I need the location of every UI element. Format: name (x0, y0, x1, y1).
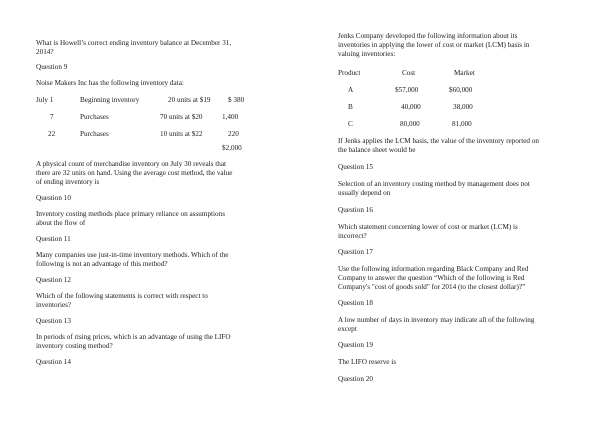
q17-text: Company to answer the question “Which of the following is Red (338, 274, 525, 282)
lcm-product: A (348, 86, 354, 94)
q13-text: In periods of rising prices, which is an advantage of using the LIFO (36, 333, 231, 341)
inventory-desc: Purchases (80, 130, 109, 138)
inventory-desc: Purchases (80, 113, 109, 121)
q16-text: Which statement concerning lower of cost or market (LCM) is (338, 223, 518, 231)
question-20-label: Question 20 (338, 375, 373, 383)
question-15-label: Question 15 (338, 163, 373, 171)
q11-text: following is not an advantage of this method? (36, 260, 168, 268)
column-header-cost: Cost (402, 69, 416, 77)
question-19-label: Question 19 (338, 341, 373, 349)
q9-intro: Noise Makers Inc has the following inventory data: (36, 79, 184, 87)
q8-text: What is Howell’s correct ending inventory balance at December 31, (36, 39, 232, 47)
q11-text: Many companies use just-in-time inventory methods. Which of the (36, 251, 229, 259)
question-17-label: Question 17 (338, 248, 373, 256)
column-header-product: Product (338, 69, 361, 77)
column-header-market: Market (454, 69, 475, 77)
lcm-product: C (348, 120, 353, 128)
question-9-label: Question 9 (36, 63, 68, 71)
q15-text: usually depend on (338, 189, 391, 197)
q18-text: except (338, 325, 357, 333)
jenks-text: Jenks Company developed the following information about its (338, 32, 518, 40)
inventory-date: July 1 (36, 96, 54, 104)
question-11-label: Question 11 (36, 235, 71, 243)
jenks-text: valuing inventories: (338, 50, 396, 58)
q16-text: incorrect? (338, 232, 367, 240)
q13-text: inventory costing method? (36, 342, 113, 350)
inventory-units: 20 units at $19 (168, 96, 211, 104)
lcm-market: $60,000 (449, 86, 473, 94)
q10-text: Inventory costing methods place primary reliance on assumptions (36, 210, 226, 218)
question-12-label: Question 12 (36, 276, 71, 284)
lcm-product: B (348, 103, 353, 111)
q17-text: Use the following information regarding Black Company and Red (338, 265, 529, 273)
inventory-desc: Beginning inventory (80, 96, 140, 104)
q9-text: of ending inventory is (36, 178, 100, 186)
q8-text: 2014? (36, 48, 54, 56)
question-14-label: Question 14 (36, 358, 71, 366)
lcm-market: 38,000 (453, 103, 473, 111)
lcm-text: If Jenks applies the LCM basis, the value of the inventory reported on (338, 137, 540, 145)
inventory-total: $2,000 (222, 144, 242, 152)
q9-text: there are 32 units on hand. Using the average cost method, the value (36, 169, 233, 177)
q15-text: Selection of an inventory costing method by management does not (338, 180, 530, 188)
lcm-cost: $57,000 (395, 86, 419, 94)
jenks-text: inventories in applying the lower of cost or market (LCM) basis in (338, 41, 530, 49)
inventory-units: 70 units at $20 (160, 113, 203, 121)
inventory-amount: $ 380 (228, 96, 245, 104)
q12-text: Which of the following statements is correct with respect to (36, 292, 208, 300)
question-16-label: Question 16 (338, 206, 373, 214)
inventory-units: 10 units at $22 (160, 130, 203, 138)
question-10-label: Question 10 (36, 194, 71, 202)
question-13-label: Question 13 (36, 317, 71, 325)
lcm-market: 81,000 (452, 120, 472, 128)
q18-text: A low number of days in inventory may indicate all of the following (338, 316, 535, 324)
lcm-cost: 40,000 (401, 103, 421, 111)
q9-text: A physical count of merchandise inventory on July 30 reveals that (36, 160, 227, 168)
q10-text: about the flow of (36, 219, 86, 227)
question-18-label: Question 18 (338, 299, 373, 307)
q12-text: inventories? (36, 301, 72, 309)
inventory-date: 22 (48, 130, 56, 138)
q19-text: The LIFO reserve is (338, 358, 397, 366)
q17-text: Company's "cost of goods sold" for 2014 (to the closest dollar)?” (338, 283, 526, 291)
inventory-amount: 1,400 (222, 113, 239, 121)
lcm-text: the balance sheet would be (338, 146, 416, 154)
inventory-date: 7 (50, 113, 54, 121)
inventory-amount: 220 (228, 130, 239, 138)
lcm-cost: 80,000 (400, 120, 420, 128)
